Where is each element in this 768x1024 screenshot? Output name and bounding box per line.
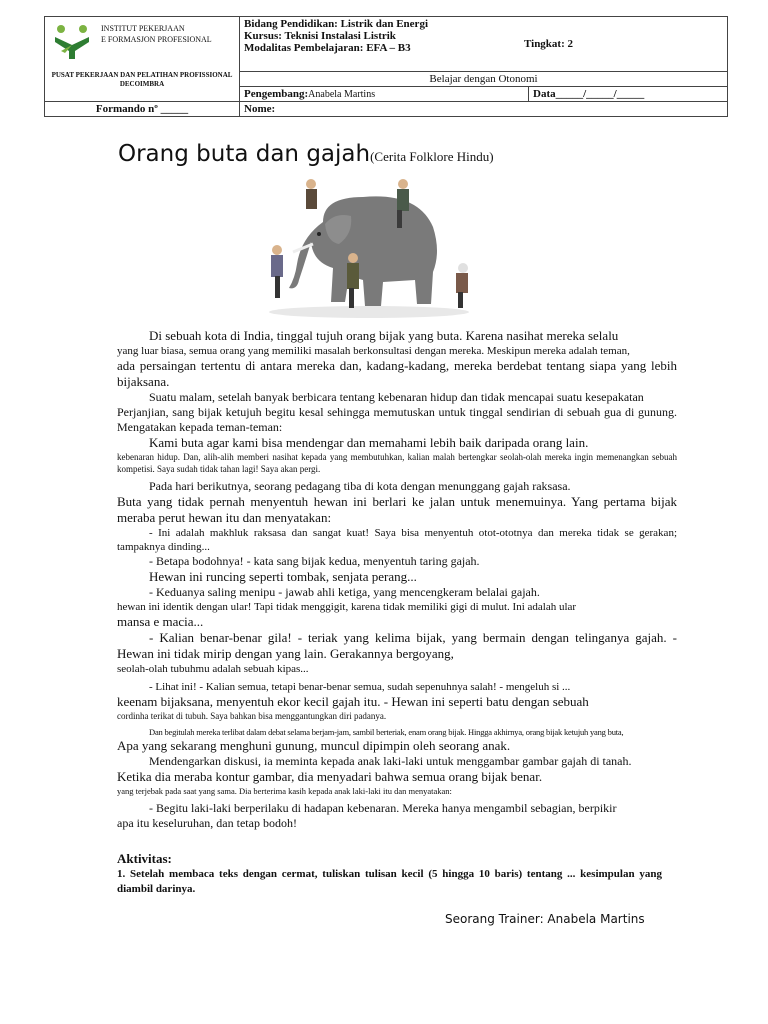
paragraph: - Begitu laki-laki berperilaku di hadapan kebenaran. Mereka hanya mengambil sebagian, berpikir: [149, 801, 617, 815]
paragraph: cordinha terikat di tubuh. Saya bahkan bisa menggantungkan diri padanya.: [117, 711, 387, 721]
paragraph: mansa e macia...: [117, 614, 204, 629]
paragraph: Ketika dia meraba kontur gambar, dia menyadari bahwa semua orang bijak benar.: [117, 769, 543, 784]
paragraph: Buta yang tidak pernah menyentuh hewan ini berlari ke jalan untuk menemuinya. Yang pertama bijak meraba perut hewan itu dan menyatakan:: [117, 494, 677, 525]
bidang-label: Bidang Pendidikan: Listrik dan Energi: [244, 18, 428, 30]
paragraph: - Keduanya saling menipu - jawab ahli ketiga, yang mencengkeram belalai gajah.: [149, 585, 540, 599]
paragraph: Suatu malam, setelah banyak berbicara tentang kebenaran hidup dan tidak mencapai suatu kesepakatan: [149, 390, 644, 404]
formando-label: Formando nº _____: [45, 102, 240, 117]
header-table: [44, 16, 728, 117]
blind-man-3-icon: [271, 245, 283, 298]
activity-title: Aktivitas:: [117, 851, 172, 866]
paragraph: keenam bijaksana, menyentuh ekor kecil gajah itu. - Hewan ini seperti batu dengan sebuah: [117, 694, 589, 709]
belajar-label: Belajar dengan Otonomi: [240, 72, 728, 87]
story-title-main: Orang buta dan gajah: [118, 141, 371, 167]
institute-name: INSTITUT PEKERJAAN E FORMASJON PROFESIONAL: [101, 24, 212, 44]
paragraph: Pada hari berikutnya, seorang pedagang tiba di kota dengan menunggang gajah raksasa.: [149, 479, 571, 493]
paragraph: apa itu keseluruhan, dan tetap bodoh!: [117, 816, 297, 830]
paragraph: - Ini adalah makhluk raksasa dan sangat kuat! Saya bisa menyentuh otot-ototnya dan mereka tidak se gerakan; tampaknya dinding...: [117, 527, 677, 553]
tingkat-label: Tingkat: 2: [524, 38, 574, 50]
paragraph: - Kalian benar-benar gila! - teriak yang kelima bijak, yang bermain dengan telinganya gajah. - Hewan ini tidak mirip dengan yang lain. Gerakannya bergoyang,: [117, 630, 677, 661]
data-cell: Data_____/_____/_____: [529, 87, 728, 102]
trainer-signature: Seorang Trainer: Anabela Martins: [445, 912, 645, 926]
paragraph: ada persaingan tertentu di antara mereka dan, kadang-kadang, mereka berdebat tentang siapa yang lebih bijaksana.: [117, 358, 677, 389]
logo-cell: [45, 17, 240, 102]
paragraph: - Betapa bodohnya! - kata sang bijak kedua, menyentuh taring gajah.: [149, 554, 480, 568]
paragraph: hewan ini identik dengan ular! Tapi tidak menggigit, karena tidak memiliki gigi di mulut. Ini adalah ular: [117, 601, 577, 613]
paragraph: yang luar biasa, semua orang yang memiliki masalah berkonsultasi dengan mereka. Meskipun mereka adalah teman,: [117, 345, 630, 357]
paragraph: Hewan ini runcing seperti tombak, senjata perang...: [149, 569, 417, 584]
story-body: [117, 328, 677, 831]
paragraph: kebenaran hidup. Dan, alih-alih memberi nasihat kepada yang membutuhkan, kalian malah bertengkar seolah-olah mereka ingin memenangkan sebuah kompetisi. Saya sudah tidak tahan lagi! Saya akan pergi.: [117, 452, 677, 474]
elephant-illustration: [253, 172, 485, 320]
course-info-cell: [240, 17, 728, 72]
blind-man-1-icon: [306, 179, 317, 209]
paragraph: Kami buta agar kami bisa mendengar dan memahami lebih baik daripada orang lain.: [149, 435, 589, 450]
paragraph: - Lihat ini! - Kalian semua, tetapi benar-benar semua, sudah sepenuhnya salah! - mengeluh si ...: [149, 681, 571, 693]
paragraph: Dan begitulah mereka terlibat dalam debat selama berjam-jam, sambil berteriak, enam orang bijak. Hingga akhirnya, orang bijak ketujuh yang buta,: [149, 727, 624, 737]
paragraph: seolah-olah tubuhmu adalah sebuah kipas...: [117, 663, 309, 675]
paragraph: Mendengarkan diskusi, ia meminta kepada anak laki-laki untuk menggambar gambar gajah di tanah.: [149, 754, 632, 768]
paragraph: Perjanjian, sang bijak ketujuh begitu kesal sehingga memutuskan untuk tinggal sendirian di sebuah gua di gunung. Mengatakan kepada teman-teman:: [117, 405, 677, 434]
blind-man-5-icon: [456, 263, 468, 308]
story-title-sub: (Cerita Folklore Hindu): [370, 149, 494, 164]
story-title: [118, 141, 494, 167]
institute-logo-icon: [51, 23, 93, 61]
nome-label: Nome:: [240, 102, 728, 117]
kursus-label: Kursus: Teknisi Instalasi Listrik: [244, 30, 396, 42]
paragraph: Apa yang sekarang menghuni gunung, muncul dipimpin oleh seorang anak.: [117, 738, 511, 753]
pengembang-cell: Pengembang:Anabela Martins: [240, 87, 529, 102]
paragraph: yang terjebak pada saat yang sama. Dia berterima kasih kepada anak laki-laki itu dan menyatakan:: [117, 786, 452, 796]
paragraph: Di sebuah kota di India, tinggal tujuh orang bijak yang buta. Karena nasihat mereka selalu: [149, 328, 619, 343]
activity-text: 1. Setelah membaca teks dengan cermat, tuliskan tulisan kecil (5 hingga 10 baris) tentang ... kesimpulan yang diambil darinya.: [117, 868, 662, 895]
modalitas-label: Modalitas Pembelajaran: EFA – B3: [244, 42, 411, 54]
center-name: PUSAT PEKERJAAN DAN PELATIHAN PROFISSIONAL DECOIMBRA: [51, 71, 233, 88]
